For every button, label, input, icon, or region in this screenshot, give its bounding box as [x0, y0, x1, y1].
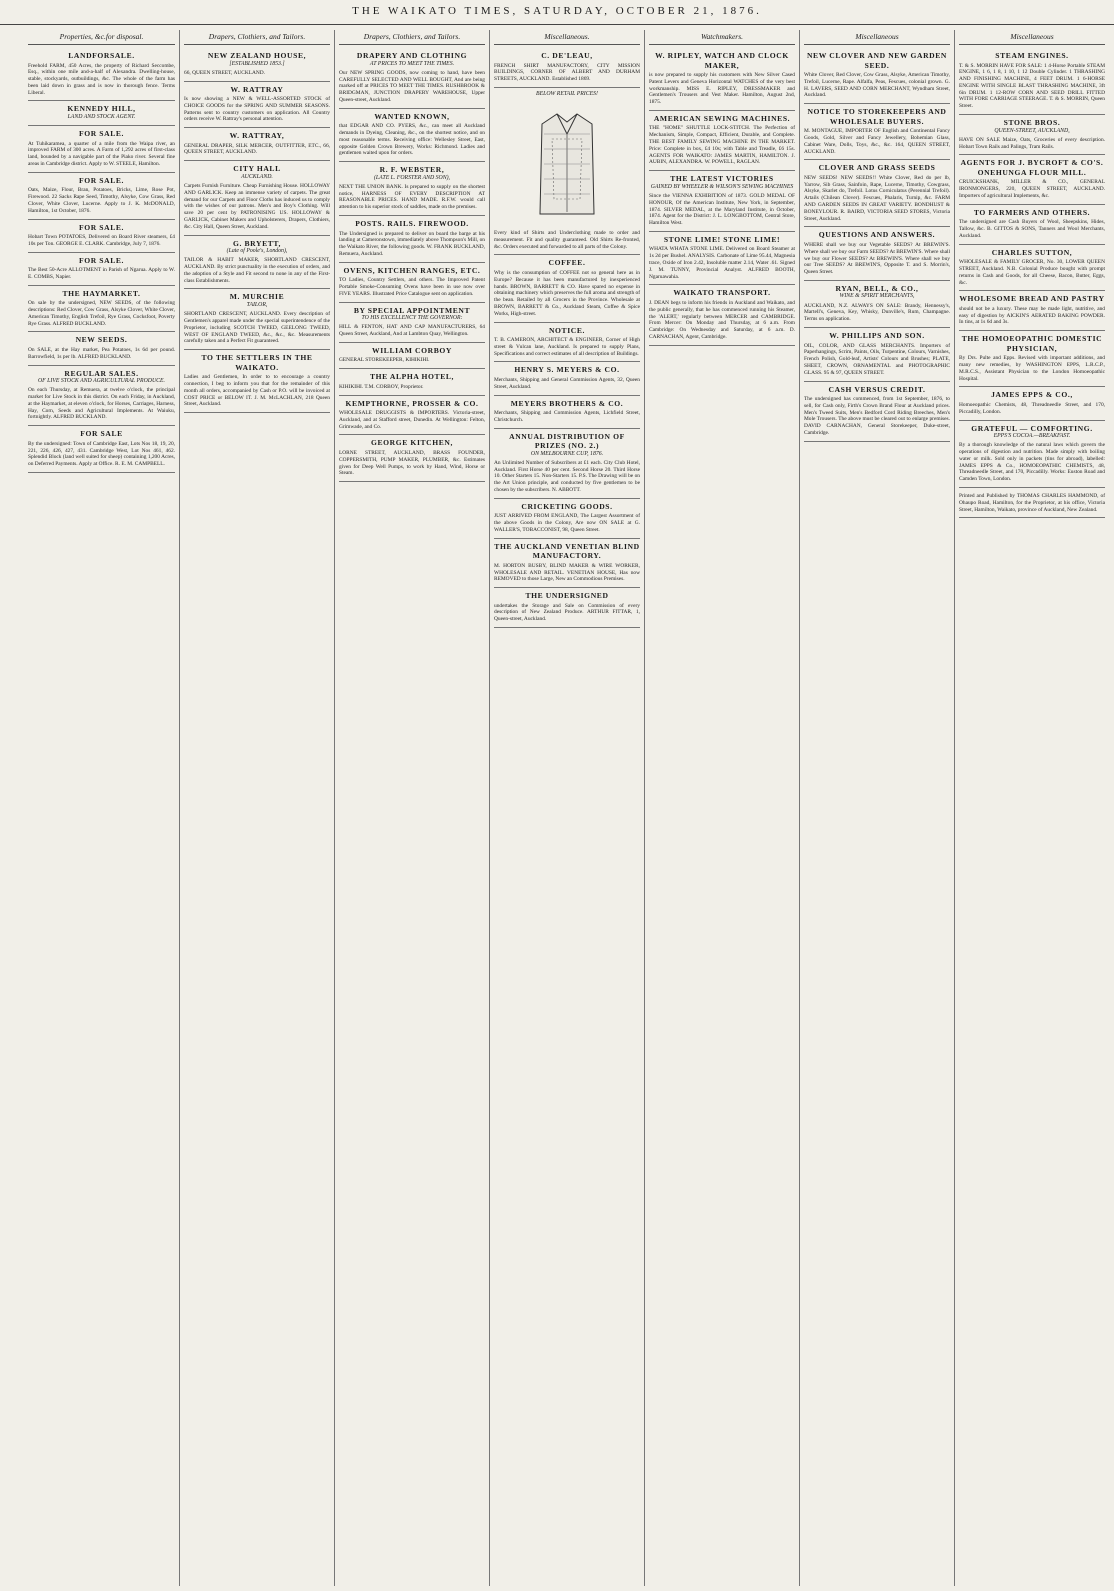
- ad-title: AMERICAN SEWING MACHINES.: [653, 113, 791, 123]
- ad-title: TO THE SETTLERS IN THE WAIKATO.: [201, 353, 313, 372]
- ad-body: that EDGAR AND CO. PYERS, &c., can meet all Auckland demands in Dyeing, Cleaning, &c., on the shortest notice, and on most reasonable terms. Receiving office: Wellesley Street, East, opposite Golden Crown Brewery, Works: Richmond. Ladies and gentlemen waited upon for orders.: [339, 123, 485, 157]
- advertisement: [28, 366, 175, 427]
- ad-body: Homoeopathic Chemists, 48, Threadneedle Street, and 170, Piccadilly, London.: [959, 401, 1105, 415]
- advertisement: [959, 488, 1105, 518]
- ad-body: Merchants, Shipping and Commission Agents, Lichfield Street, Christchurch.: [494, 410, 640, 423]
- advertisement: [649, 171, 795, 232]
- advertisement: [339, 263, 485, 303]
- advertisement: [339, 369, 485, 395]
- ad-title: THE UNDERSIGNED: [525, 591, 609, 601]
- ad-body: Our NEW SPRING GOODS, now coming to hand, have been CAREFULLY SELECTED AND WELL BOUGHT, And are being marked off at PRICES TO MEET THE TIMES. RUSHBROOK & BRIDGMAN, JUNCTION DRAPERY WAREHOUSE, Upper Queen-street, Auckland.: [339, 69, 485, 103]
- ad-body: CRUICKSHANK, MILLER & CO., GENERAL IRONMONGERS, 220, QUEEN STREET, AUCKLAND. Importers of agricultural Implements, &c.: [959, 179, 1105, 199]
- ad-title: STONE LIME! STONE LIME!: [663, 234, 781, 244]
- advertisement: [339, 48, 485, 109]
- ad-body: FRENCH SHIRT MANUFACTORY, CITY MISSION BUILDINGS, CORNER OF ALBERT AND DURHAM STREETS, AUCKLAND. Established 1869.: [494, 62, 640, 83]
- ad-body: WHATA WHATA STONE LIME. Delivered on Board Steamer at 1s 2d per Bushel. ANALYSIS. Carbonate of Lime 95.44, Magnesia trace, Oxide of Iron 2.42, Insoluble matter 2.14, Water .61. Signed J. M. TUNNY, Provincial Analyst. ALFRED BOOTH, Ngaruawahia.: [649, 246, 795, 280]
- ad-body: is now prepared to supply his customers with New Silver Cased Patent Levers and Geneva Horizontal WATCHES of the very best workmanship. MISS E. RIPLEY, DRESSMAKER and Gentlemen's Trousers and Vest Maker. Hamilton, August 2nd, 1875.: [649, 72, 795, 106]
- ad-title: FOR SALE.: [78, 222, 125, 232]
- masthead-title: THE WAIKATO TIMES, SATURDAY, OCTOBER 21, 1876.: [352, 5, 762, 17]
- advertisement: [494, 499, 640, 539]
- ad-body: The Best 50-Acre ALLOTMENT in Parish of Ngarua. Apply to W. E. COMBS, Napier.: [28, 267, 175, 280]
- advertisement: [184, 82, 330, 129]
- advertisement: [184, 236, 330, 290]
- ad-subtitle: ON MELBOURNE CUP, 1876.: [530, 450, 604, 457]
- ad-subtitle: (Late of Poole's, London),: [226, 248, 288, 255]
- advertisement: [494, 588, 640, 628]
- advertisement: [28, 101, 175, 126]
- advertisement: [494, 429, 640, 499]
- advertisement: [339, 216, 485, 263]
- ad-body: White Clover, Red Clover, Cow Grass, Alsyke, American Timothy, Trefoil, Lucerne, Rape. Alfalfa, Peas, Fescues, colonial grown. G. H. LAVERS, SEED AND CORN MERCHANT, Wyndham Street, Auckland.: [804, 72, 950, 99]
- ad-body: The Undersigned is prepared to deliver on board the barge at his landing at Cameronstown, immediately above Thompson's Mill, on the Waikato River, the following goods. W. FRANK BUCKLAND, Remuera, Auckland.: [339, 230, 485, 257]
- ad-body: M. MONTAGUE, IMPORTER OF English and Continental Fancy Goods, Gold, Silver and Fancy Jewellery, Bohemian Glass, Cabinet Ware, Dolls, Toys, &c., &c. 164, QUEEN STREET, AUCKLAND.: [804, 128, 950, 155]
- ad-title: COFFEE.: [548, 258, 586, 268]
- ad-body: JUST ARRIVED FROM ENGLAND, The Largest Assortment of the above Goods in the Colony, Are now ON SALE at G. WALLER'S, TOBACCONIST, 98, Queen Street.: [494, 513, 640, 533]
- ad-title: NOTICE.: [548, 325, 586, 335]
- ad-title: KENNEDY HILL,: [67, 104, 136, 114]
- ad-title: FOR SALE: [80, 429, 123, 439]
- advertisement: [804, 48, 950, 104]
- column-5: [644, 30, 799, 1586]
- advertisement: [28, 426, 175, 473]
- advertisement: [28, 253, 175, 286]
- ad-title: W. RIPLEY, WATCH AND CLOCK MAKER,: [655, 51, 789, 70]
- advertisement: [649, 48, 795, 111]
- ad-title: HENRY S. MEYERS & CO.: [514, 365, 620, 375]
- ad-body: should not be a luxury. These may be made light, nutritive, and easy of digestion by AICKIN'S AERATED BAKING POWDER. In tins, at 1s 6d and 3s.: [959, 305, 1105, 326]
- column-3: [334, 30, 489, 1586]
- ad-body: OIL, COLOR, AND GLASS MERCHANTS. Importers of Paperhangings, Scrim, Paints, Oils, Turpentine, Colours, Varnishes, French Polish, Gold-leaf, Artists' Colours and Brushes; PLATE, SHEET, CROWN, ORNAMENTAL and PHOTOGRAPHIC GLASS. 95 & 97, QUEEN STREET.: [804, 342, 950, 376]
- ad-body: M. HORTON BUSBY, BLIND MAKER & WIRE WORKER, WHOLESALE AND RETAIL. VENETIAN HOUSE, Has now REMOVED to those Large, New an Commodious Premises.: [494, 562, 640, 583]
- ad-subtitle: (LATE L. FORSTER AND SON),: [373, 174, 450, 181]
- ad-title: THE ALPHA HOTEL,: [369, 372, 455, 382]
- column-6: [799, 30, 954, 1586]
- ad-subtitle: BELOW RETAIL PRICES!: [536, 90, 598, 97]
- advertisement: [649, 285, 795, 345]
- ad-title: CRICKETING GOODS.: [521, 501, 613, 511]
- ad-body: SHORTLAND CRESCENT, AUCKLAND. Every description of Gentlemen's apparel made under the special superintendence of the Proprietor, including SCOTCH TWEED, GEELONG TWEED, WEST OF ENGLAND TWEED, &c., &c., &c. Measurements carefully taken and a Perfect Fit guaranteed.: [184, 311, 330, 345]
- ad-body: Printed and Published by THOMAS CHARLES HAMMOND, of Ohaupo Road, Hamilton, for the Proprietor, at his office, Victoria Street, Hamilton, Waikato, province of Auckland, New Zealand.: [959, 493, 1105, 513]
- ad-subtitle: WINE & SPIRIT MERCHANTS,: [839, 293, 915, 300]
- advertisement: [959, 421, 1105, 488]
- masthead: [0, 0, 1114, 25]
- ad-title: THE LATEST VICTORIES: [670, 174, 774, 184]
- ad-body: THE "HOME" SHUTTLE LOCK-STITCH. The Perfection of Mechanism, Simple, Compact, Efficient, Durable, and Complete. THE BEST FAMILY SEWING MACHINE IN THE MARKET. Price: Complete in box, £4 10s; with Table and Treadle, £6 15s. AGENTS FOR WAIKATO: JAMES MARTIN, HAMILTON. J. AUBIN, ALEXANDRA. W. POWELL, RAGLAN.: [649, 125, 795, 166]
- ad-body: HILL & FENTON, HAT AND CAP MANUFACTURERS, 64 Queen Street, Auckland, And at Lambton Quay, Wellington.: [339, 324, 485, 338]
- ad-title: TO FARMERS AND OTHERS.: [973, 207, 1091, 217]
- shirt-illustration: [522, 104, 612, 224]
- ad-body: The undersigned are Cash Buyers of Wool, Sheepskins, Hides, Tallow, &c. B. GITTOS & SONS, Tanners and Wool Merchants, Auckland.: [959, 219, 1105, 239]
- ad-title: NEW ZEALAND HOUSE,: [207, 51, 307, 60]
- ad-title: CASH VERSUS CREDIT.: [828, 384, 926, 394]
- column-heading: Properties, &c.for disposal.: [28, 30, 175, 45]
- ad-body: GENERAL STOREKEEPER, KIHIKIHI.: [339, 357, 430, 364]
- ad-title: NEW SEEDS.: [75, 335, 128, 345]
- column-heading: Drapers, Clothiers, and Tailors.: [339, 30, 485, 45]
- ad-title: OVENS, KITCHEN RANGES, ETC.: [343, 265, 481, 275]
- ad-body: An Unlimited Number of Subscribers at £1 each. City Club Hotel, Auckland. First Horse 40 per cent. Second Horse 20. Third Horse 10. Other Starters 15. Non-Starters 15. P.S. The Drawing will be on the Art Union principle, and conducted by five gentlemen to be chosen by the subscribers. N. ABBOTT.: [494, 459, 640, 494]
- ad-body: KIHIKIHI. T.M. CORBOY, Proprietor.: [339, 383, 424, 390]
- ad-subtitle: LAND AND STOCK AGENT.: [67, 113, 136, 120]
- ad-body: On each Thursday, at Remuera, at twelve o'clock, the principal market for Live Stock in this district. On each Friday, in Auckland, at the Haymarket, at eleven o'clock, for Horses, Carriages, Harness, Hay, Corn, Seeds and Agricultural Implements. At Waiuku, fortnightly. ALFRED BUCKLAND.: [28, 387, 175, 421]
- ad-body: Hobart Town POTATOES, Delivered on Board River steamers, £4 10s per Ton. GEORGE E. CLARK. Cambridge, July 7, 1876.: [28, 234, 175, 247]
- advertisement: [184, 350, 330, 413]
- ad-subtitle: [ESTABLISHED 1853.]: [229, 60, 285, 67]
- ad-body: TAILOR & HABIT MAKER, SHORTLAND CRESCENT, AUCKLAND. By strict punctuality in the execution of orders, and the adoption of a Style and Fit second to none in any of the First-class Establishments.: [184, 257, 330, 284]
- ad-body: WHERE shall we buy our Vegetable SEEDS? At BREWIN'S. Where shall we buy our Farm SEEDS? At BREWIN'S. Where shall we buy our Flower SEEDS? At BREWIN'S. Where shall we buy our Tree SEEDS? At BREWIN'S, Opposite T. and S. Morrin's, Queen Street.: [804, 241, 950, 276]
- ad-body: WHOLESALE & FAMILY GROCER, No. 30, LOWER QUEEN STREET, Auckland. N.B. Colonial Produce bought with prompt returns in Cash and Goods, for all Cheese, Bacon, Butter, Eggs, &c.: [959, 259, 1105, 286]
- advertisement: [339, 396, 485, 436]
- ad-title: DRAPERY AND CLOTHING: [356, 51, 468, 60]
- advertisement: [184, 128, 330, 161]
- advertisement: [649, 232, 795, 285]
- column-heading: Miscellaneous: [959, 30, 1105, 45]
- ad-subtitle: AUCKLAND.: [241, 173, 273, 180]
- advertisement: [649, 111, 795, 171]
- ad-title: CITY HALL: [233, 164, 281, 174]
- ad-body: J. DEAN begs to inform his friends in Auckland and Waikato, and the public generally, that he has commenced running his Steamer, the 'ALERT,' regularly between MERCER and CAMBRIDGE. From Mercer: On Monday and Thursday, at 6 a.m. From Cambridge: On Wednesday and Saturday, at 6 a.m. D. CARNACHAN, Agent, Cambridge.: [649, 299, 795, 340]
- ad-title: C. DE'LEAU,: [541, 51, 593, 60]
- ad-body: 66, QUEEN STREET, AUCKLAND.: [184, 69, 266, 76]
- advertisement: [494, 362, 640, 395]
- column-7: [954, 30, 1109, 1586]
- advertisement: [339, 109, 485, 162]
- ad-body: Carpets Furnish Furniture. Cheap Furnishing House. HOLLOWAY AND GARLICK. Keep an immense variety of carpets. The great demand for our Carpets and Floor Cloths has induced us to comply with the wishes of our patrons. Men's and Boy's Clothing. Will save 20 per cent by PATRONISING US. HOLLOWAY & GARLICK, Cabinet Makers and Upholsterers, Drapers, Clothiers, &c. City Hall, Queen Street, Auckland.: [184, 182, 330, 230]
- ad-body: Ladies and Gentlemen, In order to to encourage a country connection, I beg to inform you that for the remainder of this month all orders, accompanied by Cash or P.O. will be invoiced at COST PRICE or BELOW IT. J. M. McLACHLAN, 218 Queen Street, Auckland.: [184, 374, 330, 408]
- ad-body: Is now showing a NEW & WELL-ASSORTED STOCK of CHOICE GOODS for the SPRING AND SUMMER SEASONS. Patterns sent to country customers on application. All Country orders receive W. Rattray's personal attention.: [184, 96, 330, 123]
- ad-body: At Tuhikaramea, a quarter of a mile from the Waipa river, an improved FARM of 300 acres. A Farm of 1,292 acres of first-class land, bounded by a navigable part of the Piako river. Several fine areas in Cambridge district. Apply to W. STEELE, Hamilton.: [28, 140, 175, 168]
- ad-subtitle: QUEEN-STREET, AUCKLAND,: [994, 127, 1070, 134]
- ad-title: WANTED KNOWN,: [374, 111, 450, 121]
- ad-body: Freehold FARM, 450 Acres, the property of Richard Seccombe, Esq., within one mile and-a-half of Alexandra. Dwelling-house, stable, stockyards, outbuildings, &c. The whole of the farm has been laid down in grass and is now in thorough fence. Terms Liberal.: [28, 62, 175, 96]
- ad-title: THE HOMOEOPATHIC DOMESTIC PHYSICIAN,: [961, 334, 1103, 353]
- ad-title: CHARLES SUTTON,: [991, 247, 1073, 257]
- ad-title: BY SPECIAL APPOINTMENT: [353, 305, 471, 315]
- ad-body: By Drs. Pulte and Epps. Revised with important additions, and many new remedies, by WASHINGTON EPPS, L.R.C.P., M.R.C.S., Assistant Physician to the London Homoeopathic Hospital.: [959, 355, 1105, 382]
- ad-body: T. & S. MORRIN HAVE FOR SALE: 1 4-Horse Portable STEAM ENGINE, 1 6, 1 8, 1 10, 1 12 Double Cylinder. 1 THRASHING AND FINISHING MACHINE, 4 FEET DRUM. 1 6-HORSE ENGINE WITH SINGLE BLAST THRASHING MACHINE, 3ft 6in DRUM. 1 12-ROW CORN AND SEED DRILL FITTED WITH FORE CARRIAGE STEERAGE. T. & S. MORRIN, Queen Street.: [959, 62, 1105, 110]
- advertisement: [339, 303, 485, 343]
- newspaper-columns: [24, 30, 1110, 1586]
- ad-title: WHOLESOME BREAD AND PASTRY: [959, 294, 1105, 304]
- ad-subtitle: GAINED BY WHEELER & WILSON'S SEWING MACHINES: [650, 183, 794, 190]
- ad-body: GENERAL DRAPER, SILK MERCER, OUTFITTER, ETC., 66, QUEEN STREET, AUCKLAND.: [184, 142, 330, 156]
- ad-title: STEAM ENGINES.: [995, 51, 1069, 60]
- ad-title: POSTS. RAILS. FIREWOOD.: [355, 219, 469, 229]
- ad-body: NEW SEEDS! NEW SEEDS!! White Clover, Red do per lb, Yarrow, Sib Grass, Sainfoin, Rape, Lucerne, Timothy, Cowgrass, Alsyke, Skarlet do, Trefoil. Lotus Corniculatus (Perennial Trefoil). Artails (Chilean Clover). Fescues, Phalaris, Turnip, &c. FARM AND GARDEN SEEDS IN GREAT VARIETY. BONDHUST & BONEYLOUR. R. BAIRD, VICTORIA SEED STORES, Victoria Street, Auckland.: [804, 174, 950, 222]
- ad-body: T. B. CAMERON, ARCHITECT & ENGINEER, Corner of High street & Vulcan lane, Auckland. Is prepared to supply Plans, Specifications and correct estimates of all description of Buildings.: [494, 337, 640, 357]
- ad-title: GRATEFUL — COMFORTING.: [971, 423, 1093, 433]
- advertisement: [804, 104, 950, 160]
- ad-title: GEORGE KITCHEN,: [371, 438, 453, 448]
- column-heading: Drapers, Clothiers, and Tailors.: [184, 30, 330, 45]
- advertisement: [804, 382, 950, 442]
- advertisement: [28, 48, 175, 101]
- column-heading: Miscellaneous: [804, 30, 950, 45]
- ad-body: HAVE ON SALE Maize, Oats, Groceries of every description. Hobart Town Rails and Palings, Tram Rails.: [959, 136, 1105, 150]
- ad-subtitle: AT PRICES TO MEET THE TIMES.: [369, 60, 455, 67]
- ad-title: KEMPTHORNE, PROSSER & CO.: [345, 398, 479, 408]
- ad-title: QUESTIONS AND ANSWERS.: [818, 230, 936, 240]
- ad-body: By a thorough knowledge of the natural laws which govern the operations of digestion and nutrition. Made simply with boiling water or milk. Sold only in packets (tins for abroad), labelled: JAMES EPPS & Co., HOMOEOPATHIC CHEMISTS, 48, Threadneedle Street, and 170, Piccadilly. Works: Euston Road and Camden Town, London.: [959, 442, 1105, 483]
- ad-title: CLOVER AND GRASS SEEDS: [818, 163, 936, 173]
- ad-body: undertakes the Storage and Sale on Commission of every description of New Zealand Produce. ARTHUR FITTAR, 1, Queen-street, Auckland.: [494, 602, 640, 623]
- ad-title: JAMES EPPS & CO.,: [991, 390, 1073, 400]
- ad-body: NEXT THE UNION BANK. Is prepared to supply on the shortest notice, HARNESS OF EVERY DESCRIPTION AT REASONABLE PRICES. HAND MADE. R.F.W. would call attention to his superior stock of saddles, made on the premises.: [339, 183, 485, 211]
- advertisement: [494, 539, 640, 588]
- ad-title: M. MURCHIE: [229, 292, 285, 302]
- advertisement: [959, 387, 1105, 420]
- ad-title: FOR SALE.: [78, 175, 125, 185]
- advertisement: [959, 48, 1105, 115]
- advertisement: [28, 332, 175, 365]
- advertisement: [959, 331, 1105, 387]
- ad-title: RYAN, BELL, & CO.,: [835, 283, 919, 293]
- advertisement: [959, 115, 1105, 155]
- advertisement: [959, 155, 1105, 204]
- ad-subtitle: TAILOR,: [246, 301, 268, 308]
- advertisement: [959, 205, 1105, 245]
- advertisement: [184, 48, 330, 82]
- advertisement: [339, 435, 485, 482]
- ad-title: FOR SALE.: [78, 255, 125, 265]
- advertisement: [339, 343, 485, 369]
- advertisement: [28, 173, 175, 220]
- ad-title: W. PHILLIPS AND SON.: [829, 331, 925, 341]
- ad-title: LANDFORSALE.: [68, 51, 135, 60]
- advertisement: [959, 291, 1105, 331]
- advertisement: [494, 255, 640, 322]
- ad-subtitle: EPPS'S COCOA.—BREAKFAST.: [993, 433, 1071, 440]
- ad-body: On SALE, at the Hay market, Pea Potatoes, 1s 6d per pound. Barrowfield, 1s per lb. ALFRED BUCKLAND.: [28, 346, 175, 360]
- ad-title: THE AUCKLAND VENETIAN BLIND MANUFACTORY.: [494, 541, 640, 561]
- advertisement: [494, 88, 640, 256]
- advertisement: [804, 328, 950, 381]
- advertisement: [184, 289, 330, 350]
- ad-title: THE HAYMARKET.: [62, 288, 141, 298]
- column-heading: Watchmakers.: [649, 30, 795, 45]
- advertisement: [804, 227, 950, 280]
- ad-title: WILLIAM CORBOY: [372, 345, 452, 355]
- ad-title: NEW CLOVER AND NEW GARDEN SEED.: [806, 51, 948, 70]
- ad-body: Merchants, Shipping and General Commission Agents, 32, Queen Street, Auckland.: [494, 376, 640, 390]
- ad-subtitle: TO HIS EXCELLENCY THE GOVERNOR:: [361, 315, 463, 322]
- column-2: [179, 30, 334, 1586]
- ad-body: Since the VIENNA EXHIBITION of 1873. GOLD MEDAL OF HONOUR, Of the American Institute, New York, in September, 1874. SILVER MEDAL, at the Maryland Institute, in October, 1874. Agent for the District: J. L. LONGBOTTOM, Central Store, Hamilton West.: [649, 192, 795, 227]
- ad-title: AGENTS FOR J. BYCROFT & CO'S. ONEHUNGA FLOUR MILL.: [960, 158, 1104, 177]
- ad-body: Every kind of Shirts and Underclothing made to order and measurement. Fit and quality guaranteed. Old Shirts Re-fronted, &c. Orders executed and forwarded to all parts of the Colony.: [494, 230, 640, 250]
- ad-body: By the undersigned: Town of Cambridge East, Lots Nos 18, 19, 20, 221, 226, 426, 427, 431. Cambridge West, Lot Nos 461, 462. Splendid Block (land well suited for sheep) containing 1,200 Acres, on Deferred Payments. Apply at Office. R. E. M. CAMPBELL.: [28, 440, 175, 468]
- advertisement: [804, 281, 950, 328]
- ad-title: STONE BROS.: [1003, 118, 1061, 128]
- ad-body: WHOLESALE DRUGGISTS & IMPORTERS. Victoria-street, Auckland, and at Stafford street, Dunedin. At Wellington: Felton, Grimwade, and Co.: [339, 410, 485, 430]
- ad-body: The undersigned has commenced, from 1st September, 1876, to sell, for Cash only, Firth's Crown Brand Flour at Auckland prices. Men's Tweed Suits, Men's Bedford Cord Riding Breeches, Men's Mole Trousers. The above must be cleared out to enlarge premises. DAVID CARNACHAN, General Storekeeper, Duke-street, Cambridge.: [804, 396, 950, 436]
- ad-title: R. F. WEBSTER,: [379, 165, 445, 175]
- ad-body: Why is the consumption of COFFEE not so general here as in Europe? Because it has been manufactured by inexperienced hands. BROWN, BARRETT & CO. Have spared no expense in obtaining machinery which preserves the full aroma and strength of the bean. Retailed by all Grocers in the Province. Wholesale at BROWN, BARRETT & Co., Auckland Steam, Coffee & Spice Works, High-street.: [494, 269, 640, 317]
- ad-title: MEYERS BROTHERS & CO.: [510, 398, 624, 408]
- ad-title: G. BRYETT,: [233, 238, 281, 248]
- ad-title: FOR SALE.: [78, 129, 125, 139]
- advertisement: [959, 245, 1105, 292]
- ad-body: On sale by the undersigned, NEW SEEDS, of the following descriptions: Red Clover, Cow Grass, Alsyke Clover, White Clover, American Timothy, English Trefoil, Rye Grass, Cocksfoot, Poverty Rye Grass. ALFRED BUCKLAND.: [28, 300, 175, 327]
- ad-body: LORNE STREET, AUCKLAND, BRASS FOUNDER, COPPERSMITH, PUMP MAKER, PLUMBER, &c. Estimates given for Deep Well Pumps, to work by Hand, Wind, Horse or Steam.: [339, 449, 485, 477]
- ad-title: W. RATTRAY: [230, 84, 284, 94]
- ad-title: W. RATTRAY,: [229, 131, 285, 141]
- advertisement: [494, 396, 640, 429]
- column-4: [489, 30, 644, 1586]
- advertisement: [494, 323, 640, 363]
- column-1: [24, 30, 179, 1586]
- advertisement: [184, 161, 330, 235]
- advertisement: [28, 220, 175, 253]
- ad-title: WAIKATO TRANSPORT.: [673, 288, 771, 298]
- advertisement: [28, 286, 175, 333]
- advertisement: [339, 162, 485, 216]
- ad-title: REGULAR SALES.: [64, 368, 139, 378]
- ad-subtitle: OF LIVE STOCK AND AGRICULTURAL PRODUCE.: [38, 378, 165, 385]
- ad-body: TO Ladies, Country Settlers, and others. The Improved Patent Portable Smoke-Consuming Ovens have been in use now over FIVE YEARS. Illustrated Price Catalogue sent on application.: [339, 277, 485, 297]
- column-heading: Miscellaneous.: [494, 30, 640, 45]
- advertisement: [28, 126, 175, 173]
- ad-title: NOTICE TO STOREKEEPERS AND WHOLESALE BUYERS.: [807, 107, 947, 126]
- ad-title: ANNUAL DISTRIBUTION OF PRIZES (NO. 2.): [509, 431, 625, 451]
- ad-body: AUCKLAND, N.Z. ALWAYS ON SALE: Brandy, Hennessy's, Martell's, Geneva, Key, Whisky, Dunville's, Rum, Champagne. Terms on application.: [804, 302, 950, 323]
- advertisement: [494, 48, 640, 88]
- ad-body: Oats, Maize, Flour, Bran, Potatoes, Bricks, Lime, Rose Pot, Firewood. 22 Sacks Rape Seed, Timothy, Alsyke, Cow Grass, Red Clover, White Clover, Lucerne. Apply to J. K. McDONALD, Hamilton, 1st October, 1876.: [28, 187, 175, 214]
- advertisement: [804, 160, 950, 227]
